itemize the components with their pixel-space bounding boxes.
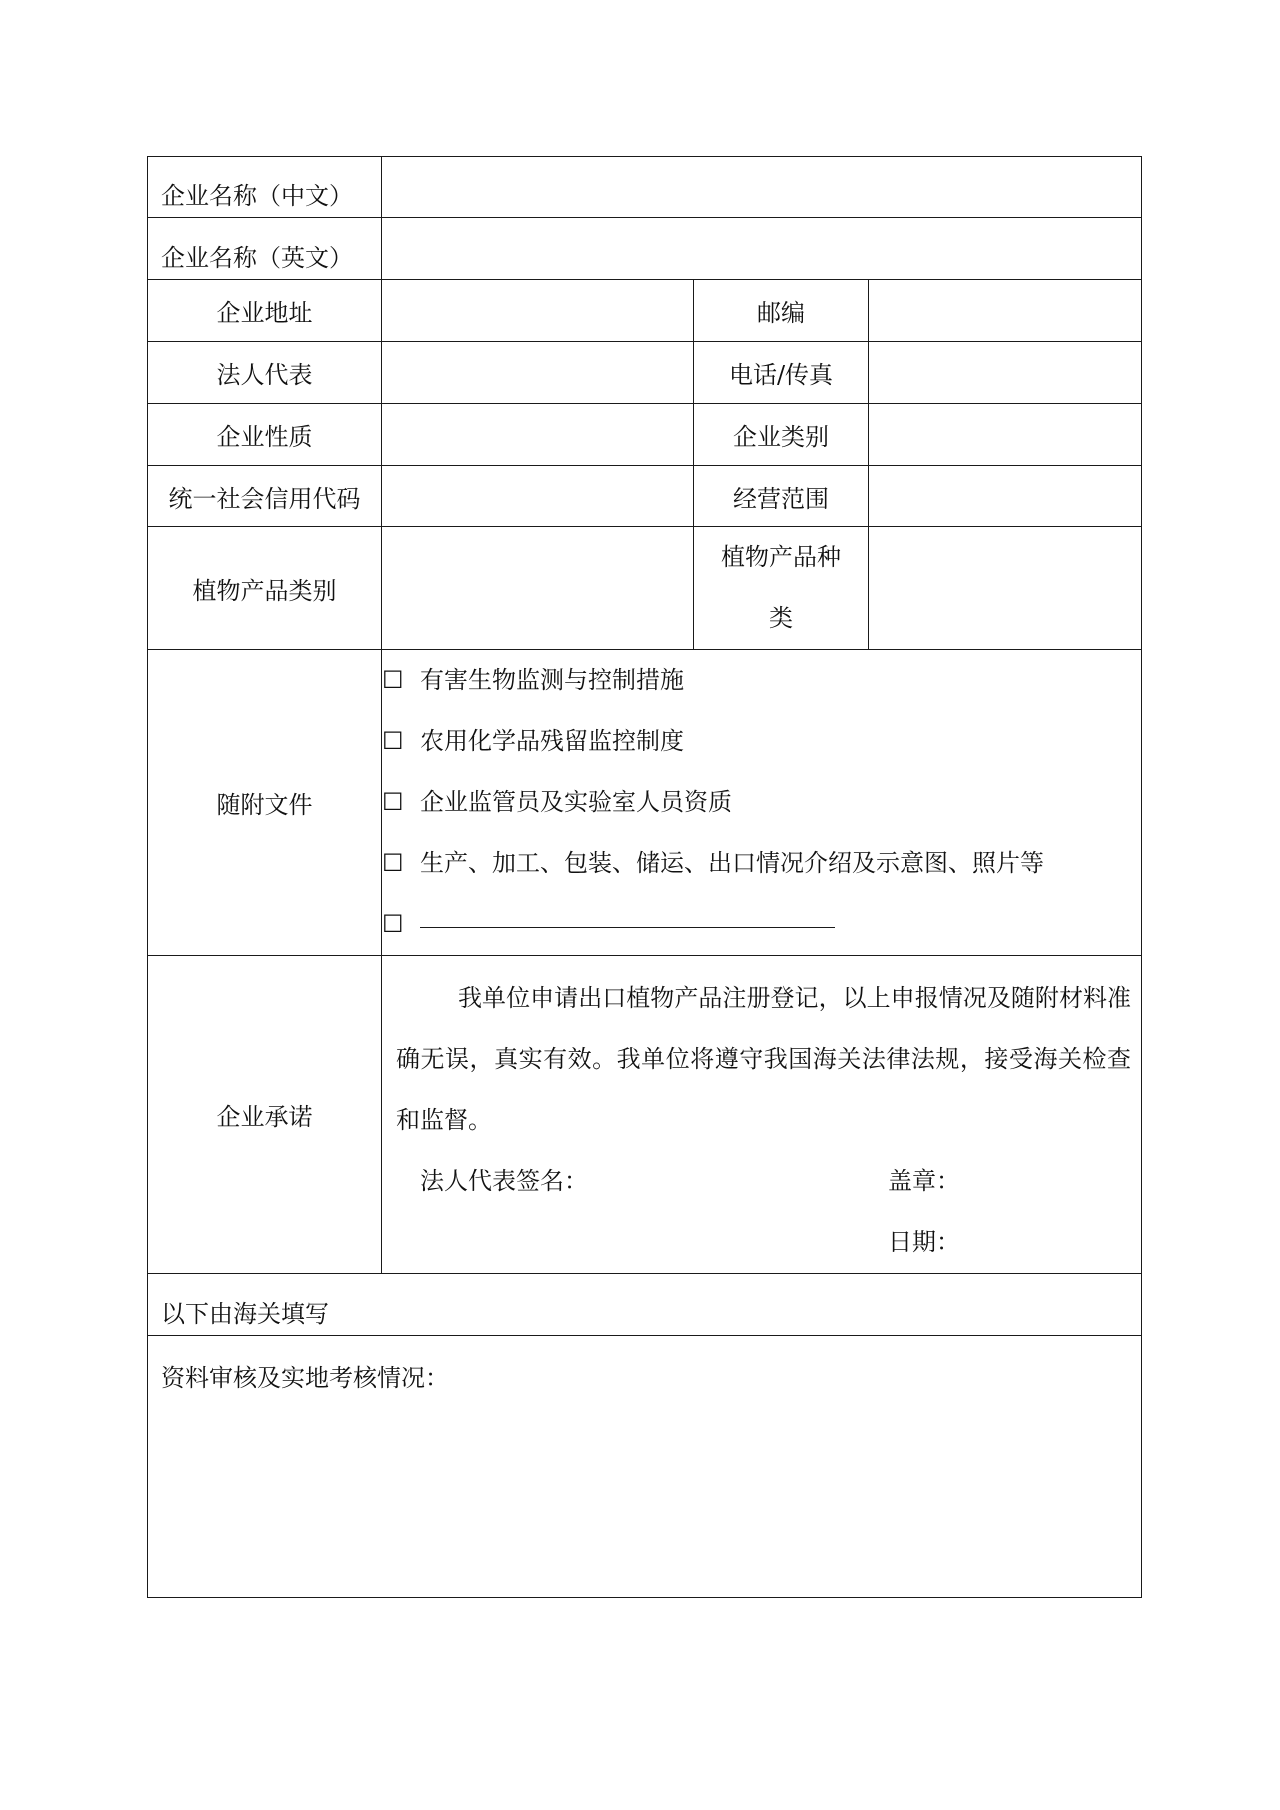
attachment-item[interactable] xyxy=(382,772,1141,833)
commitment-content xyxy=(382,956,1142,1274)
row-company-name-en xyxy=(148,218,1142,280)
row-attachments xyxy=(148,650,1142,956)
review-field[interactable] xyxy=(148,1336,1142,1598)
company-name-cn-field[interactable] xyxy=(382,157,1142,218)
nature-label: 企业性质 xyxy=(148,404,382,466)
checkbox-icon[interactable]: ☐ xyxy=(382,910,404,938)
date-label: 日期： xyxy=(888,1228,960,1256)
date-row xyxy=(396,1212,1131,1273)
company-name-en-label: 企业名称（英文） xyxy=(148,218,382,280)
row-customs-section xyxy=(148,1274,1142,1336)
signature-row xyxy=(396,1151,1131,1212)
row-address xyxy=(148,280,1142,342)
checkbox-icon[interactable]: ☐ xyxy=(382,727,404,755)
business-scope-field[interactable] xyxy=(869,466,1142,527)
checkbox-icon[interactable]: ☐ xyxy=(382,666,404,694)
attachment-item[interactable] xyxy=(382,833,1141,894)
address-label: 企业地址 xyxy=(148,280,382,342)
attachment-item-label: 有害生物监测与控制措施 xyxy=(420,666,684,694)
legal-rep-label: 法人代表 xyxy=(148,342,382,404)
checkbox-icon[interactable]: ☐ xyxy=(382,788,404,816)
plant-type-field[interactable] xyxy=(869,527,1142,650)
attachments-label: 随附文件 xyxy=(148,650,382,956)
row-review xyxy=(148,1336,1142,1598)
plant-type-label xyxy=(694,527,869,650)
row-nature xyxy=(148,404,1142,466)
seal-label: 盖章： xyxy=(888,1167,960,1195)
plant-type-label-line2: 类 xyxy=(769,604,793,632)
phone-fax-label: 电话/传真 xyxy=(694,342,869,404)
attachment-item-other[interactable] xyxy=(382,894,1141,955)
plant-category-field[interactable] xyxy=(382,527,694,650)
attachments-list xyxy=(382,650,1142,956)
registration-form-table xyxy=(147,156,1142,1598)
company-name-en-field[interactable] xyxy=(382,218,1142,280)
signature-label: 法人代表签名： xyxy=(420,1167,588,1195)
credit-code-label: 统一社会信用代码 xyxy=(148,466,382,527)
review-label: 资料审核及实地考核情况： xyxy=(161,1364,449,1392)
attachment-item-label: 生产、加工、包装、储运、出口情况介绍及示意图、照片等 xyxy=(420,849,1044,877)
attachment-item[interactable] xyxy=(382,650,1141,711)
checkbox-icon[interactable]: ☐ xyxy=(382,849,404,877)
postcode-field[interactable] xyxy=(869,280,1142,342)
row-company-name-cn xyxy=(148,157,1142,218)
category-field[interactable] xyxy=(869,404,1142,466)
attachment-item-label: 农用化学品残留监控制度 xyxy=(420,727,684,755)
credit-code-field[interactable] xyxy=(382,466,694,527)
attachment-item[interactable] xyxy=(382,711,1141,772)
customs-section-label: 以下由海关填写 xyxy=(148,1274,1142,1336)
plant-category-label: 植物产品类别 xyxy=(148,527,382,650)
category-label: 企业类别 xyxy=(694,404,869,466)
commitment-text: 我单位申请出口植物产品注册登记，以上申报情况及随附材料准确无误，真实有效。我单位将遵守我国海关法律法规，接受海关检查和监督。 xyxy=(396,984,1132,1134)
business-scope-label: 经营范围 xyxy=(694,466,869,527)
address-field[interactable] xyxy=(382,280,694,342)
postcode-label: 邮编 xyxy=(694,280,869,342)
row-credit-code xyxy=(148,466,1142,527)
row-legal-rep xyxy=(148,342,1142,404)
commitment-label: 企业承诺 xyxy=(148,956,382,1274)
attachment-item-label: 企业监管员及实验室人员资质 xyxy=(420,788,732,816)
row-plant-product xyxy=(148,527,1142,650)
row-commitment xyxy=(148,956,1142,1274)
phone-fax-field[interactable] xyxy=(869,342,1142,404)
company-name-cn-label: 企业名称（中文） xyxy=(148,157,382,218)
other-attachment-blank-field[interactable] xyxy=(420,897,835,928)
nature-field[interactable] xyxy=(382,404,694,466)
plant-type-label-line1: 植物产品种 xyxy=(721,543,841,571)
legal-rep-field[interactable] xyxy=(382,342,694,404)
